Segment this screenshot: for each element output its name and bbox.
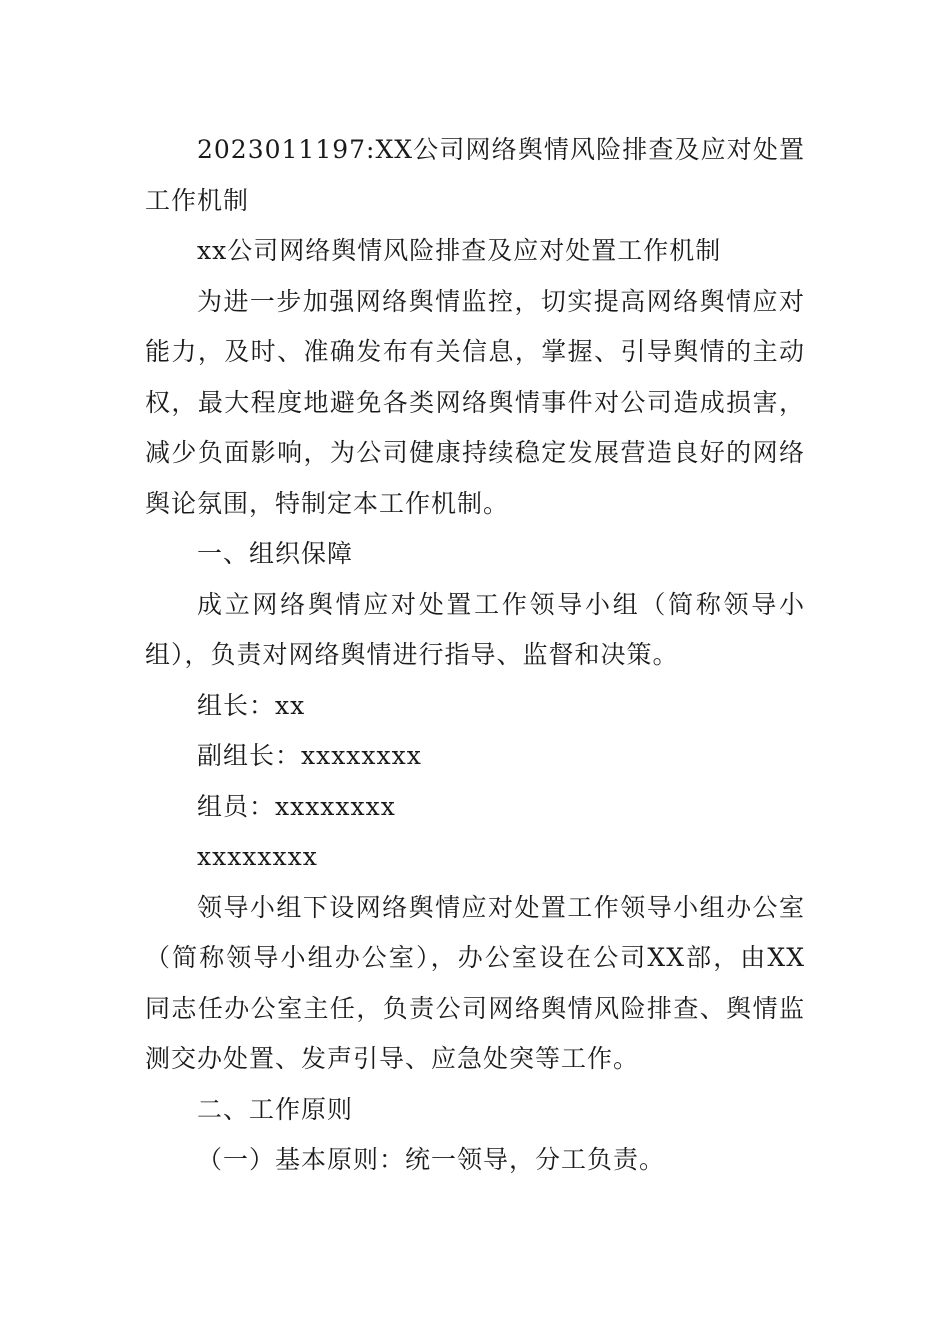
principle-1-line: （一）基本原则：统一领导，分工负责。: [197, 1145, 666, 1174]
office-paragraph: 领导小组下设网络舆情应对处置工作领导小组办公室（简称领导小组办公室），办公室设在公司XX部，由XX同志任办公室主任，负责公司网络舆情风险排查、舆情监测交办处置、发声引导、应急处突等工作。: [145, 892, 805, 1073]
leader-line: 组长：xx: [197, 690, 306, 720]
intro-paragraph: 为进一步加强网络舆情监控，切实提高网络舆情应对能力，及时、准确发布有关信息，掌握、引导舆情的主动权，最大程度地避免各类网络舆情事件对公司造成损害，减少负面影响，为公司健康持续稳定发展营造良好的网络舆论氛围，特制定本工作机制。: [145, 286, 805, 518]
document-heading-line: 2023011197:XX公司网络舆情风险排查及应对处置工作机制: [145, 135, 805, 215]
deputy-leader-line: 副组长：xxxxxxxx: [197, 741, 422, 770]
section-1-heading: 一、组织保障: [197, 539, 354, 568]
members-extra-line: xxxxxxxx: [197, 842, 318, 871]
section-1-paragraph: 成立网络舆情应对处置工作领导小组（简称领导小组），负责对网络舆情进行指导、监督和决策。: [145, 589, 805, 669]
members-line: 组员：xxxxxxxx: [197, 791, 396, 821]
document-body: [145, 125, 805, 1186]
section-2-heading: 二、工作原则: [197, 1094, 354, 1124]
document-title: xx公司网络舆情风险排查及应对处置工作机制: [197, 236, 722, 265]
